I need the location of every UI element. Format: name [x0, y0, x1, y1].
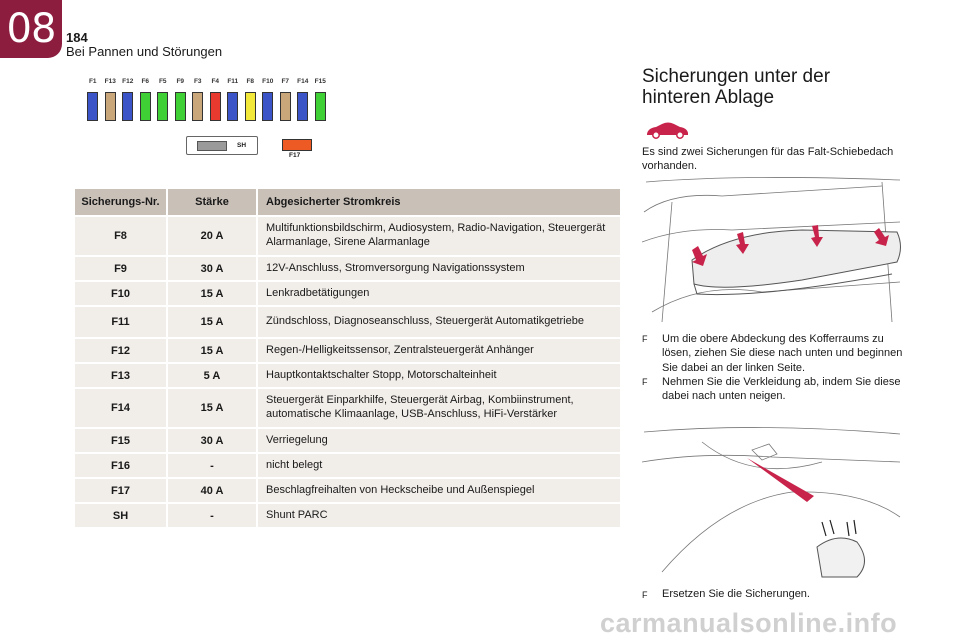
rating-cell: 15 A: [168, 282, 258, 305]
header-circuit: Abgesicherter Stromkreis: [258, 189, 620, 215]
fuse-f5: [157, 92, 168, 121]
rating-cell: 20 A: [168, 217, 258, 255]
watermark: carmanualsonline.info: [600, 608, 898, 638]
fuse-number-cell: F17: [75, 479, 168, 502]
fuse-f7: [280, 92, 291, 121]
circuit-cell: Regen-/Helligkeitssensor, Zentralsteuergerät Anhänger: [258, 339, 620, 362]
chapter-tab: [0, 0, 62, 58]
fuse-number-cell: F8: [75, 217, 168, 255]
instruction-text: Nehmen Sie die Verkleidung ab, indem Sie diese dabei nach unten neigen.: [662, 375, 901, 403]
instruction-text: Um die obere Abdeckung des Kofferraums zu lösen, ziehen Sie diese nach unten und beginnen Sie dabei an der linken Seite.: [662, 333, 903, 374]
arrow-bullet-icon: F: [642, 376, 648, 387]
table-row: [75, 504, 620, 527]
fuse-label: F1: [88, 78, 97, 85]
convertible-car-icon: [644, 118, 690, 140]
fuse-label: F4: [211, 78, 220, 85]
instruction-item: [642, 332, 904, 375]
circuit-cell: 12V-Anschluss, Stromversorgung Navigationssystem: [258, 257, 620, 280]
fuse-number-cell: F15: [75, 429, 168, 452]
fuse-f12: [122, 92, 133, 121]
instruction-list: [642, 332, 904, 403]
table-row: [75, 339, 620, 362]
rating-cell: 30 A: [168, 257, 258, 280]
sh-label: SH: [237, 142, 247, 149]
fuse-label: F7: [281, 78, 290, 85]
right-section-title: Sicherungen unter der hinteren Ablage: [642, 66, 831, 109]
instruction-item-last: [642, 588, 904, 600]
fuse-label: F15: [314, 78, 326, 85]
fuse-f9: [175, 92, 186, 121]
rear-shelf-illustration: [642, 172, 904, 324]
circuit-cell: Beschlagfreihalten von Heckscheibe und Außenspiegel: [258, 479, 620, 502]
rating-cell: 5 A: [168, 364, 258, 387]
section-title: Bei Pannen und Störungen: [66, 44, 223, 59]
circuit-cell: Multifunktionsbildschirm, Audiosystem, Radio-Navigation, Steuergerät Alarmanlage, Sirene Alarmanlage: [258, 217, 620, 255]
rating-cell: 15 A: [168, 339, 258, 362]
chapter-number: 08: [6, 6, 56, 52]
table-row: [75, 479, 620, 502]
circuit-cell: nicht belegt: [258, 454, 620, 477]
table-row: [75, 282, 620, 305]
fuse-f3: [192, 92, 203, 121]
circuit-cell: Shunt PARC: [258, 504, 620, 527]
fuse-number-cell: F16: [75, 454, 168, 477]
circuit-cell: Steuergerät Einparkhilfe, Steuergerät Airbag, Kombiinstrument, automatische Klimaanlage, USB-Anschluss, HiFi-Verstärker: [258, 389, 620, 427]
fuse-box-diagram: [84, 78, 334, 163]
fuse-label: F13: [104, 78, 116, 85]
fuse-f17-label: F17: [289, 152, 301, 159]
table-row: [75, 389, 620, 427]
header-rating: Stärke: [168, 189, 258, 215]
fuse-number-cell: F13: [75, 364, 168, 387]
fuse-label: F6: [141, 78, 150, 85]
table-header-row: [75, 189, 620, 215]
fuse-f8: [245, 92, 256, 121]
fuse-table: [75, 187, 620, 529]
fuse-f14: [297, 92, 308, 121]
header-fuse-number: Sicherungs-Nr.: [75, 189, 168, 215]
table-row: [75, 217, 620, 255]
circuit-cell: Lenkradbetätigungen: [258, 282, 620, 305]
fuse-label: F9: [176, 78, 185, 85]
rating-cell: 15 A: [168, 307, 258, 337]
fuse-label: F12: [122, 78, 134, 85]
instruction-text: Ersetzen Sie die Sicherungen.: [662, 588, 810, 600]
fuse-f1: [87, 92, 98, 121]
fuse-f6: [140, 92, 151, 121]
fuse-f4: [210, 92, 221, 121]
rating-cell: 40 A: [168, 479, 258, 502]
sh-shunt-block: [197, 141, 227, 151]
rating-cell: 30 A: [168, 429, 258, 452]
fuse-label: F10: [262, 78, 274, 85]
page-number: 184: [66, 30, 88, 45]
circuit-cell: Verriegelung: [258, 429, 620, 452]
fuse-f17: [282, 139, 312, 151]
intro-text: Es sind zwei Sicherungen für das Falt-Schiebedach vorhanden.: [642, 146, 894, 173]
fuse-number-cell: F14: [75, 389, 168, 427]
rating-cell: 15 A: [168, 389, 258, 427]
sh-shunt: [186, 136, 258, 155]
arrow-bullet-icon: F: [642, 590, 648, 600]
circuit-cell: Zündschloss, Diagnoseanschluss, Steuergerät Automatikgetriebe: [258, 307, 620, 337]
fuse-number-cell: F9: [75, 257, 168, 280]
arrow-bullet-icon: F: [642, 334, 648, 344]
rating-cell: -: [168, 504, 258, 527]
table-row: [75, 429, 620, 452]
fuse-number-cell: SH: [75, 504, 168, 527]
fuse-number-cell: F10: [75, 282, 168, 305]
fuse-number-cell: F12: [75, 339, 168, 362]
fuse-label: F11: [227, 78, 239, 85]
fuse-f15: [315, 92, 326, 121]
fuse-replacement-illustration: [642, 422, 904, 580]
table-row: [75, 364, 620, 387]
fuse-label: F8: [246, 78, 255, 85]
circuit-cell: Hauptkontaktschalter Stopp, Motorschalteinheit: [258, 364, 620, 387]
fuse-f13: [105, 92, 116, 121]
rating-cell: -: [168, 454, 258, 477]
fuse-f10: [262, 92, 273, 121]
table-row: [75, 257, 620, 280]
fuse-label: F5: [158, 78, 167, 85]
table-row: [75, 307, 620, 337]
fuse-number-cell: F11: [75, 307, 168, 337]
instruction-item: [642, 375, 904, 404]
table-row: [75, 454, 620, 477]
fuse-label: F14: [297, 78, 309, 85]
fuse-f11: [227, 92, 238, 121]
fuse-label: F3: [193, 78, 202, 85]
